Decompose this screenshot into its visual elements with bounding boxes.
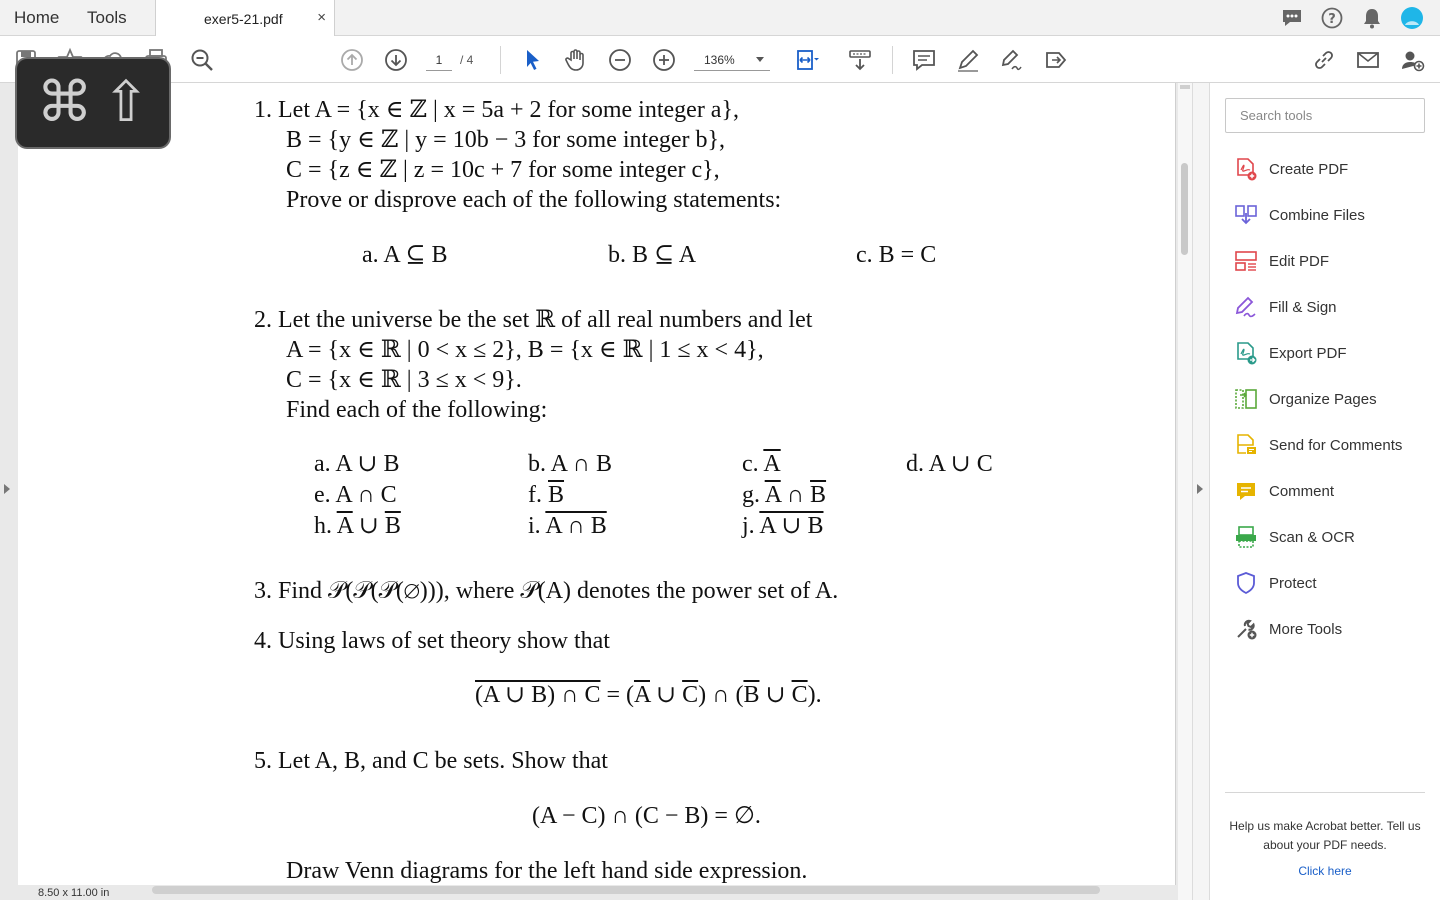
tool-label: Fill & Sign [1269, 298, 1337, 316]
comment-icon[interactable] [908, 44, 940, 76]
problem-1-part-b: b. B ⊆ A [608, 242, 697, 268]
horizontal-scrollbar[interactable] [152, 886, 1100, 894]
problem-3: 3. Find 𝒫(𝒫(𝒫(∅))), where 𝒫(A) denotes the power set of A. [254, 578, 839, 604]
comment-tool-icon [1234, 479, 1258, 503]
tool-label: More Tools [1269, 620, 1343, 638]
formula-r7: $\overline{C}$ [791, 682, 808, 708]
fit-page-icon[interactable] [790, 44, 822, 76]
problem-5-line-1: 5. Let A, B, and C be sets. Show that [254, 748, 608, 774]
part-h-op: ∪ [358, 513, 379, 539]
email-icon[interactable] [1352, 44, 1384, 76]
close-tab-button[interactable]: × [317, 9, 326, 26]
problem-1-line-3: C = {z ∈ ℤ | z = 10c + 7 for some integer c}, [286, 157, 720, 183]
tool-send-for-comments[interactable] [1234, 432, 1402, 458]
tab-home[interactable]: Home [14, 8, 60, 27]
problem-5-formula: (A − C) ∩ (C − B) = ∅. [532, 803, 761, 829]
tool-protect[interactable] [1234, 570, 1317, 596]
next-page-icon[interactable] [380, 44, 412, 76]
tab-tools[interactable]: Tools [87, 8, 127, 27]
formula-lhs: (A ∪ B) ∩ C [475, 682, 601, 708]
tool-organize-pages[interactable] [1234, 386, 1377, 412]
add-user-icon[interactable] [1396, 44, 1428, 76]
problem-2-part-h [314, 511, 401, 541]
tool-label: Organize Pages [1269, 390, 1377, 408]
scrollbar-cap [1180, 85, 1190, 89]
problem-2-line-2: A = {x ∈ ℝ | 0 < x ≤ 2}, B = {x ∈ ℝ | 1 ≤ x < 4}, [286, 337, 764, 363]
problem-1-part-a: a. A ⊆ B [362, 242, 448, 268]
user-avatar[interactable] [1398, 5, 1426, 31]
zoom-in-icon[interactable] [648, 44, 680, 76]
tool-create-pdf[interactable] [1234, 156, 1348, 182]
problem-2-part-g [742, 480, 826, 510]
part-g-label: g. [742, 482, 760, 508]
problem-2-part-f [528, 480, 564, 510]
part-h-expr-1: $\overline{A}$ [336, 513, 353, 539]
tool-edit-pdf[interactable] [1234, 248, 1329, 274]
part-i-label: i. [528, 513, 541, 539]
tool-combine-files[interactable] [1234, 202, 1365, 228]
problem-1-line-4: Prove or disprove each of the following statements: [286, 187, 782, 213]
shift-key-icon: ⇧ [102, 70, 150, 135]
problem-2-line-3: C = {x ∈ ℝ | 3 ≤ x < 9}. [286, 367, 522, 393]
hand-tool-icon[interactable] [560, 44, 592, 76]
highlight-pen-icon[interactable] [952, 44, 984, 76]
vertical-scrollbar[interactable] [1178, 83, 1192, 900]
problem-2-line-4: Find each of the following: [286, 397, 548, 423]
toolbar-divider [500, 46, 501, 74]
toolbar-divider [892, 46, 893, 74]
current-page-input[interactable]: 1 [426, 49, 452, 71]
tool-label: Create PDF [1269, 160, 1349, 178]
part-c-label: c. [742, 451, 759, 477]
scan-ocr-icon [1234, 525, 1258, 549]
part-f-label: f. [528, 482, 542, 508]
total-pages: / 4 [460, 53, 474, 67]
formula-r3: $\overline{C}$ [682, 682, 699, 708]
document-viewer[interactable] [0, 83, 1192, 900]
select-cursor-icon[interactable] [516, 44, 548, 76]
problem-1-part-c: c. B = C [856, 242, 937, 268]
document-tab-title: exer5-21.pdf [204, 11, 283, 27]
tools-panel [1210, 83, 1440, 900]
tool-label: Send for Comments [1269, 436, 1403, 454]
tab-document[interactable] [155, 0, 335, 37]
zoom-out-icon[interactable] [604, 44, 636, 76]
zoom-level-value: 136% [704, 53, 735, 67]
keystroke-overlay [15, 57, 171, 149]
scrolling-mode-icon[interactable] [844, 44, 876, 76]
link-icon[interactable] [1308, 44, 1340, 76]
main-toolbar [0, 36, 1440, 83]
formula-r8: ). [807, 682, 822, 708]
part-g-op: ∩ [786, 482, 805, 508]
zoom-out-search-icon[interactable] [186, 44, 218, 76]
page-size-label: 8.50 x 11.00 in [38, 887, 110, 899]
collapse-right-panel-icon[interactable] [1197, 484, 1203, 494]
header-right-icons [1278, 5, 1426, 31]
formula-r4: ) ∩ ( [698, 682, 744, 708]
part-g-expr-1: $\overline{A}$ [764, 482, 781, 508]
organize-pages-icon [1234, 387, 1258, 411]
tool-label: Edit PDF [1269, 252, 1330, 270]
edit-pdf-icon [1234, 249, 1258, 273]
shield-icon [1234, 571, 1258, 595]
formula-r5: $\overline{B}$ [743, 682, 760, 708]
feedback-link[interactable]: Click here [1298, 864, 1352, 878]
part-j-expr: A ∪ B [759, 513, 824, 539]
part-f-expr: $\overline{B}$ [548, 482, 565, 508]
tool-export-pdf[interactable] [1234, 340, 1347, 366]
search-tools-input[interactable]: Search tools [1225, 98, 1425, 133]
export-pdf-icon [1234, 341, 1258, 365]
create-pdf-icon [1234, 157, 1258, 181]
problem-5-line-3: Draw Venn diagrams for the left hand side expression. [286, 858, 808, 884]
part-c-expr: $\overline{A}$ [763, 451, 781, 477]
tool-label: Protect [1269, 574, 1317, 592]
part-i-expr: A ∩ B [545, 513, 607, 539]
chevron-down-icon [756, 57, 764, 62]
panel-divider [1225, 792, 1425, 793]
share-send-icon[interactable] [1040, 44, 1072, 76]
tool-comment[interactable] [1234, 478, 1334, 504]
problem-4-formula [475, 680, 822, 710]
problem-2-line-1: 2. Let the universe be the set ℝ of all real numbers and let [254, 307, 813, 333]
tool-fill-sign[interactable] [1234, 294, 1337, 320]
problem-2-part-a: a. A ∪ B [314, 451, 400, 477]
tool-label: Comment [1269, 482, 1335, 500]
problem-2-part-i [528, 511, 607, 541]
tool-label: Scan & OCR [1269, 528, 1355, 546]
help-icon[interactable] [1318, 5, 1346, 31]
send-for-comments-icon [1234, 433, 1258, 457]
problem-2-part-d: d. A ∪ C [906, 451, 993, 477]
formula-r2: ∪ [650, 682, 683, 708]
tool-label: Combine Files [1269, 206, 1365, 224]
problem-2-part-e: e. A ∩ C [314, 482, 397, 508]
part-h-label: h. [314, 513, 332, 539]
formula-eq: = ( [606, 682, 634, 708]
tool-more-tools[interactable] [1234, 616, 1342, 642]
problem-2-part-b: b. A ∩ B [528, 451, 613, 477]
svg-text:?: ? [1328, 12, 1336, 27]
expand-left-panel-icon[interactable] [4, 484, 10, 494]
problem-2-part-c [742, 449, 781, 479]
chat-icon[interactable] [1278, 5, 1306, 31]
command-key-icon: ⌘ [36, 70, 93, 135]
part-g-expr-2: $\overline{B}$ [810, 482, 827, 508]
tab-bar [0, 0, 1440, 36]
tool-scan-ocr[interactable] [1234, 524, 1355, 550]
zoom-level-dropdown[interactable] [694, 49, 770, 71]
wrench-plus-icon [1234, 617, 1258, 641]
part-h-expr-2: $\overline{B}$ [384, 513, 401, 539]
tool-label: Export PDF [1269, 344, 1347, 362]
fill-sign-icon [1234, 295, 1258, 319]
feedback-message: Help us make Acrobat better. Tell us about your PDF needs. [1229, 819, 1421, 852]
problem-1-line-1: 1. Let A = {x ∈ ℤ | x = 5a + 2 for some integer a}, [254, 97, 739, 123]
part-j-label: j. [742, 513, 755, 539]
vertical-scrollbar-thumb[interactable] [1181, 163, 1188, 255]
problem-2-part-j [742, 511, 823, 541]
sign-icon[interactable] [996, 44, 1028, 76]
previous-page-icon[interactable] [336, 44, 368, 76]
formula-r6: ∪ [759, 682, 792, 708]
formula-r1: $\overline{A}$ [633, 682, 650, 708]
notifications-bell-icon[interactable] [1358, 5, 1386, 31]
problem-1-line-2: B = {y ∈ ℤ | y = 10b − 3 for some integer b}, [286, 127, 726, 153]
problem-4-line-1: 4. Using laws of set theory show that [254, 628, 610, 654]
pdf-page [18, 83, 1176, 885]
combine-files-icon [1234, 203, 1258, 227]
